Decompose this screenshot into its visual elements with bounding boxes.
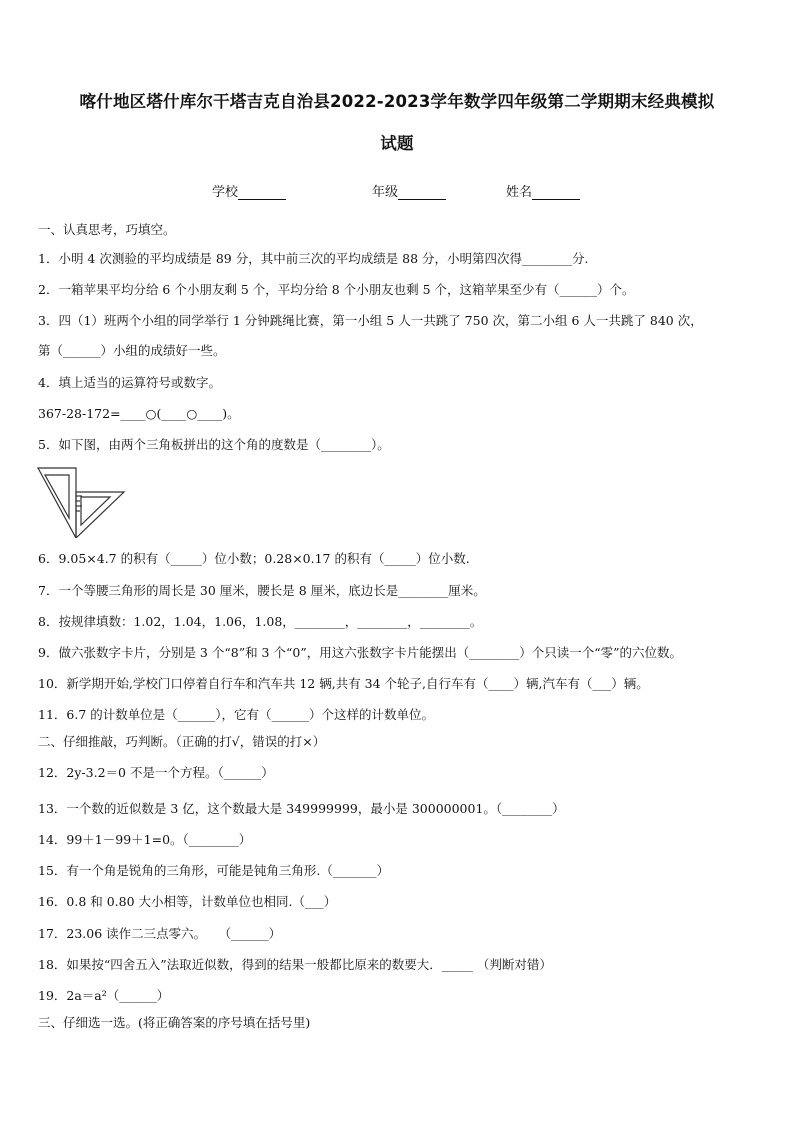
triangle-ruler-30-60 (38, 468, 76, 538)
question-11: 11．6.7 的计数单位是（______），它有（______）个这样的计数单位。 (38, 707, 435, 722)
school-label: 学校 (212, 185, 239, 200)
name-label: 姓名 (506, 185, 533, 200)
school-blank (238, 186, 286, 200)
name-blank (532, 186, 580, 200)
question-2: 2．一箱苹果平均分给 6 个小朋友剩 5 个，平均分给 8 个小朋友也剩 5 个，这箱苹果至少有（______）个。 (38, 282, 635, 297)
grade-blank (398, 186, 446, 200)
page-title: 喀什地区塔什库尔干塔吉克自治县2022-2023学年数学四年级第二学期期末经典模拟 (79, 92, 715, 111)
question-5: 5．如下图，由两个三角板拼出的这个角的度数是（________）。 (38, 437, 390, 452)
question-18: 18．如果按“四舍五入”法取近似数，得到的结果一般都比原来的数要大．_____ （判断对错） (38, 957, 552, 972)
page-title-continued: 试题 (380, 134, 414, 153)
grade-label: 年级 (372, 185, 399, 200)
question-8: 8．按规律填数：1.02，1.04，1.06，1.08，________，________，________。 (38, 614, 483, 629)
question-4: 4．填上适当的运算符号或数字。 (38, 375, 221, 390)
question-13: 13．一个数的近似数是 3 亿，这个数最大是 349999999，最小是 300000001。（________） (38, 801, 565, 816)
triangle-ruler-45-inner (81, 497, 110, 525)
question-1: 1．小明 4 次测验的平均成绩是 89 分，其中前三次的平均成绩是 88 分，小明第四次得________分. (38, 251, 589, 266)
school-field (212, 181, 286, 200)
triangle-rulers-figure (36, 466, 128, 538)
triangle-ruler-30-60-inner (45, 475, 69, 518)
question-3: 3．四（1）班两个小组的同学举行 1 分钟跳绳比赛，第一小组 5 人一共跳了 750 次，第二小组 6 人一共跳了 840 次， (38, 313, 703, 328)
question-19: 19．2a＝a²（______） (38, 988, 170, 1003)
question-9: 9．做六张数字卡片，分别是 3 个“8”和 3 个“0”，用这六张数字卡片能摆出（________）个只读一个“零”的六位数。 (38, 645, 683, 660)
question-4-expression: 367-28-172=____○(____○____)。 (38, 406, 240, 421)
section-1-heading: 一、认真思考，巧填空。 (38, 222, 176, 237)
question-10: 10．新学期开始,学校门口停着自行车和汽车共 12 辆,共有 34 个轮子,自行车有（____）辆,汽车有（___）辆。 (38, 676, 649, 691)
section-2-heading: 二、仔细推敲，巧判断。（正确的打√，错误的打×） (38, 734, 326, 749)
question-3-continued: 第（______）小组的成绩好一些。 (38, 343, 226, 358)
question-7: 7．一个等腰三角形的周长是 30 厘米，腰长是 8 厘米，底边长是________厘米。 (38, 583, 486, 598)
grade-field (372, 181, 446, 200)
question-12: 12．2y-3.2＝0 不是一个方程。（______） (38, 765, 274, 780)
question-17: 17．23.06 读作二三点零六。 （______） (38, 926, 282, 941)
name-field (506, 181, 580, 200)
question-14: 14．99＋1－99＋1=0。（________） (38, 832, 252, 847)
section-3-heading: 三、仔细选一选。(将正确答案的序号填在括号里) (38, 1015, 311, 1030)
question-6: 6．9.05×4.7 的积有（_____）位小数；0.28×0.17 的积有（_____）位小数. (38, 551, 470, 566)
triangle-ruler-45 (76, 492, 124, 538)
question-15: 15．有一个角是锐角的三角形，可能是钝角三角形.（_______） (38, 863, 390, 878)
question-16: 16．0.8 和 0.80 大小相等，计数单位也相同.（___） (38, 894, 337, 909)
